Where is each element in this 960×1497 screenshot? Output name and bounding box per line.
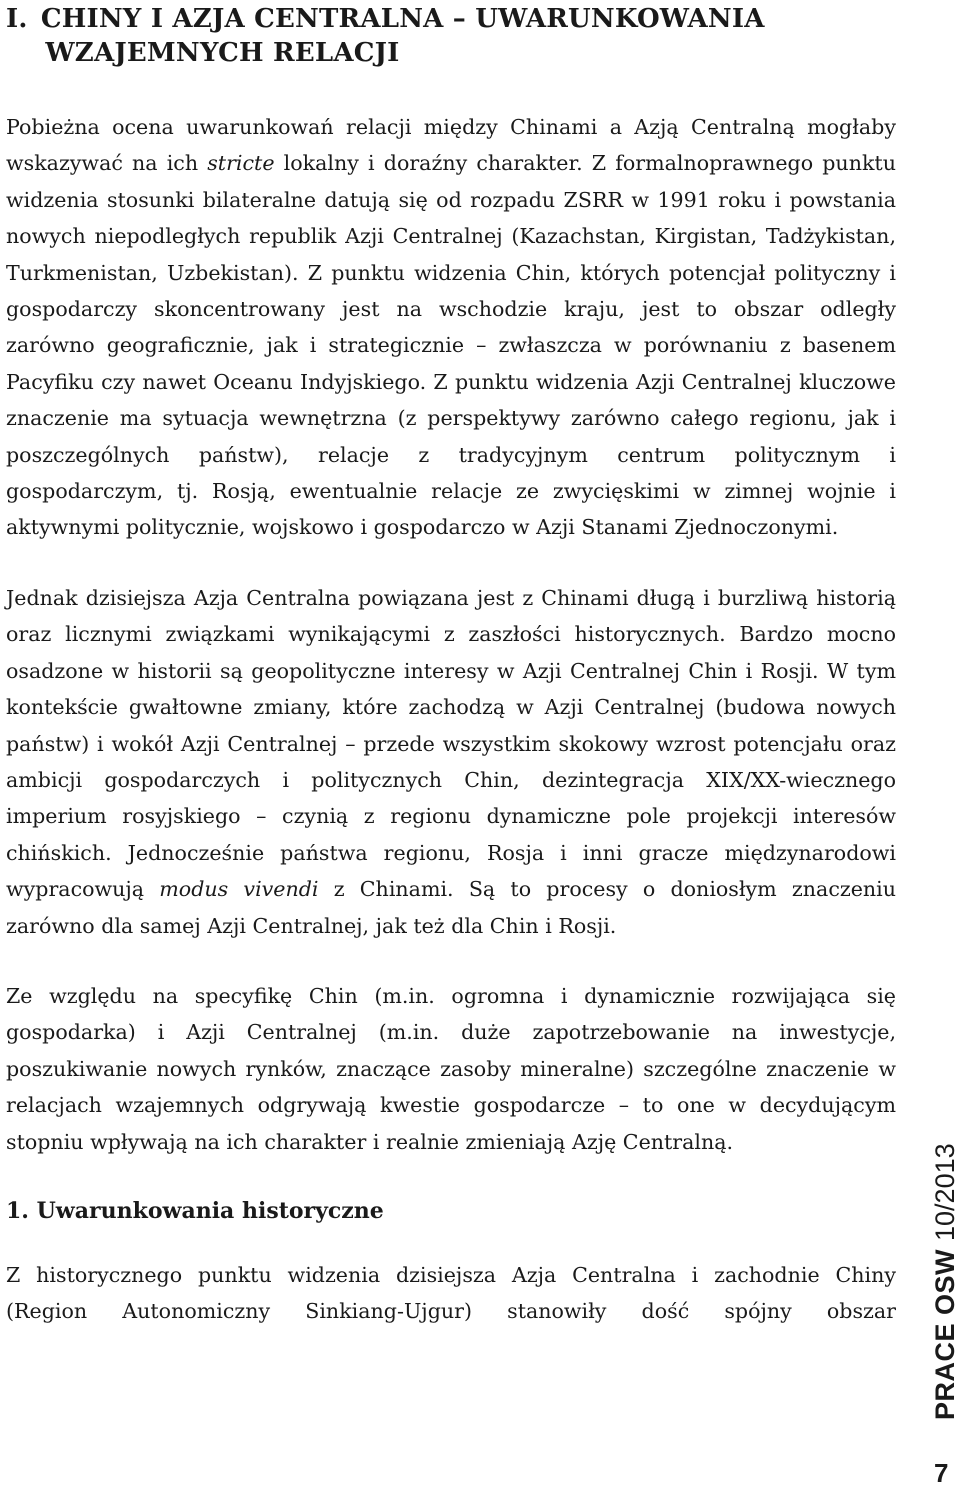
paragraph-1-text-b: lokalny i doraźny charakter. Z formalnoprawnego punktu widzenia stosunki bilateralne datują się od rozpadu ZSRR w 1991 roku i powstania nowych niepodległych republik Azji Centralnej (Kazachstan, Kirgistan, Tadżykistan, Turkmenistan, Uzbekistan). Z punktu widzenia Chin, których potencjał polityczny i gospodarczy skoncentrowany jest na wschodzie kraju, jest to obszar odległy zarówno geograficznie, jak i strategicznie – zwłaszcza w porównaniu z basenem Pacyfiku czy nawet Oceanu Indyjskiego. Z punktu widzenia Azji Centralnej kluczowe znaczenie ma sytuacja wewnętrzna (z perspektywy zarówno całego regionu, jak i poszczególnych państw), relacje z tradycyjnym centrum politycznym i gospodarczym, tj. Rosją, ewentualnie relacje ze zwycięskimi w zimnej wojnie i aktywnymi politycznie, wojskowo i gospodarczo w Azji Stanami Zjednoczonymi. — [6, 151, 896, 540]
chapter-title — [6, 0, 896, 70]
paragraph-2 — [6, 580, 896, 944]
page-number: 7 — [934, 1458, 949, 1488]
paragraph-2-text-a: Jednak dzisiejsza Azja Centralna powiązana jest z Chinami długą i burzliwą historią oraz licznymi związkami wynikającymi z zaszłości historycznych. Bardzo mocno osadzone w historii są geopolityczne interesy w Azji Centralnej Chin i Rosji. W tym kontekście gwałtowne zmiany, które zachodzą w Azji Centralnej (budowa nowych państw) i wokół Azji Centralnej – przede wszystkim skokowy wzrost potencjału oraz ambicji gospodarczych i politycznych Chin, dezintegracja XIX/XX-wiecznego imperium rosyjskiego – czynią z regionu dynamiczne pole projekcji interesów chińskich. Jednocześnie państwa regionu, Rosja i inni gracze międzynarodowi wypracowują — [6, 585, 896, 902]
paragraph-2-italic: modus vivendi — [159, 877, 319, 902]
paragraph-4: Z historycznego punktu widzenia dzisiejsza Azja Centralna i zachodnie Chiny (Region Autonomiczny Sinkiang-Ujgur) stanowiły dość spójny obszar — [6, 1262, 896, 1324]
chapter-title-line-1: I. CHINY I AZJA CENTRALNA – UWARUNKOWANIA — [6, 4, 765, 34]
document-page — [6, 0, 896, 1330]
section-heading: 1. Uwarunkowania historyczne — [6, 1197, 384, 1224]
chapter-title-line-2: WZAJEMNYCH RELACJI — [6, 38, 400, 68]
issue-number: 10/2013 — [930, 1143, 960, 1241]
publication-name: PRACE OSW — [930, 1248, 960, 1420]
sidebar-text — [930, 1143, 960, 1420]
paragraph-1-italic: stricte — [207, 151, 275, 176]
paragraph-3: Ze względu na specyfikę Chin (m.in. ogromna i dynamicznie rozwijająca się gospodarka) i Azji Centralnej (m.in. duże zapotrzebowanie na inwestycje, poszukiwanie nowych rynków, znaczące zasoby mineralne) szczególne znaczenie w relacjach wzajemnych odgrywają kwestie gospodarcze – to one w decydującym stopniu wpływają na ich charakter i realnie zmieniają Azję Centralną. — [6, 983, 896, 1154]
paragraph-2-text-b: z Chinami. Są to procesy o doniosłym znaczeniu zarówno dla samej Azji Centralnej, jak też dla Chin i Rosji. — [6, 877, 896, 938]
paragraph-1-text-a: Pobieżna ocena uwarunkowań relacji między Chinami a Azją Centralną mogłaby wskazywać na ich — [6, 115, 896, 176]
paragraph-1 — [6, 109, 896, 546]
